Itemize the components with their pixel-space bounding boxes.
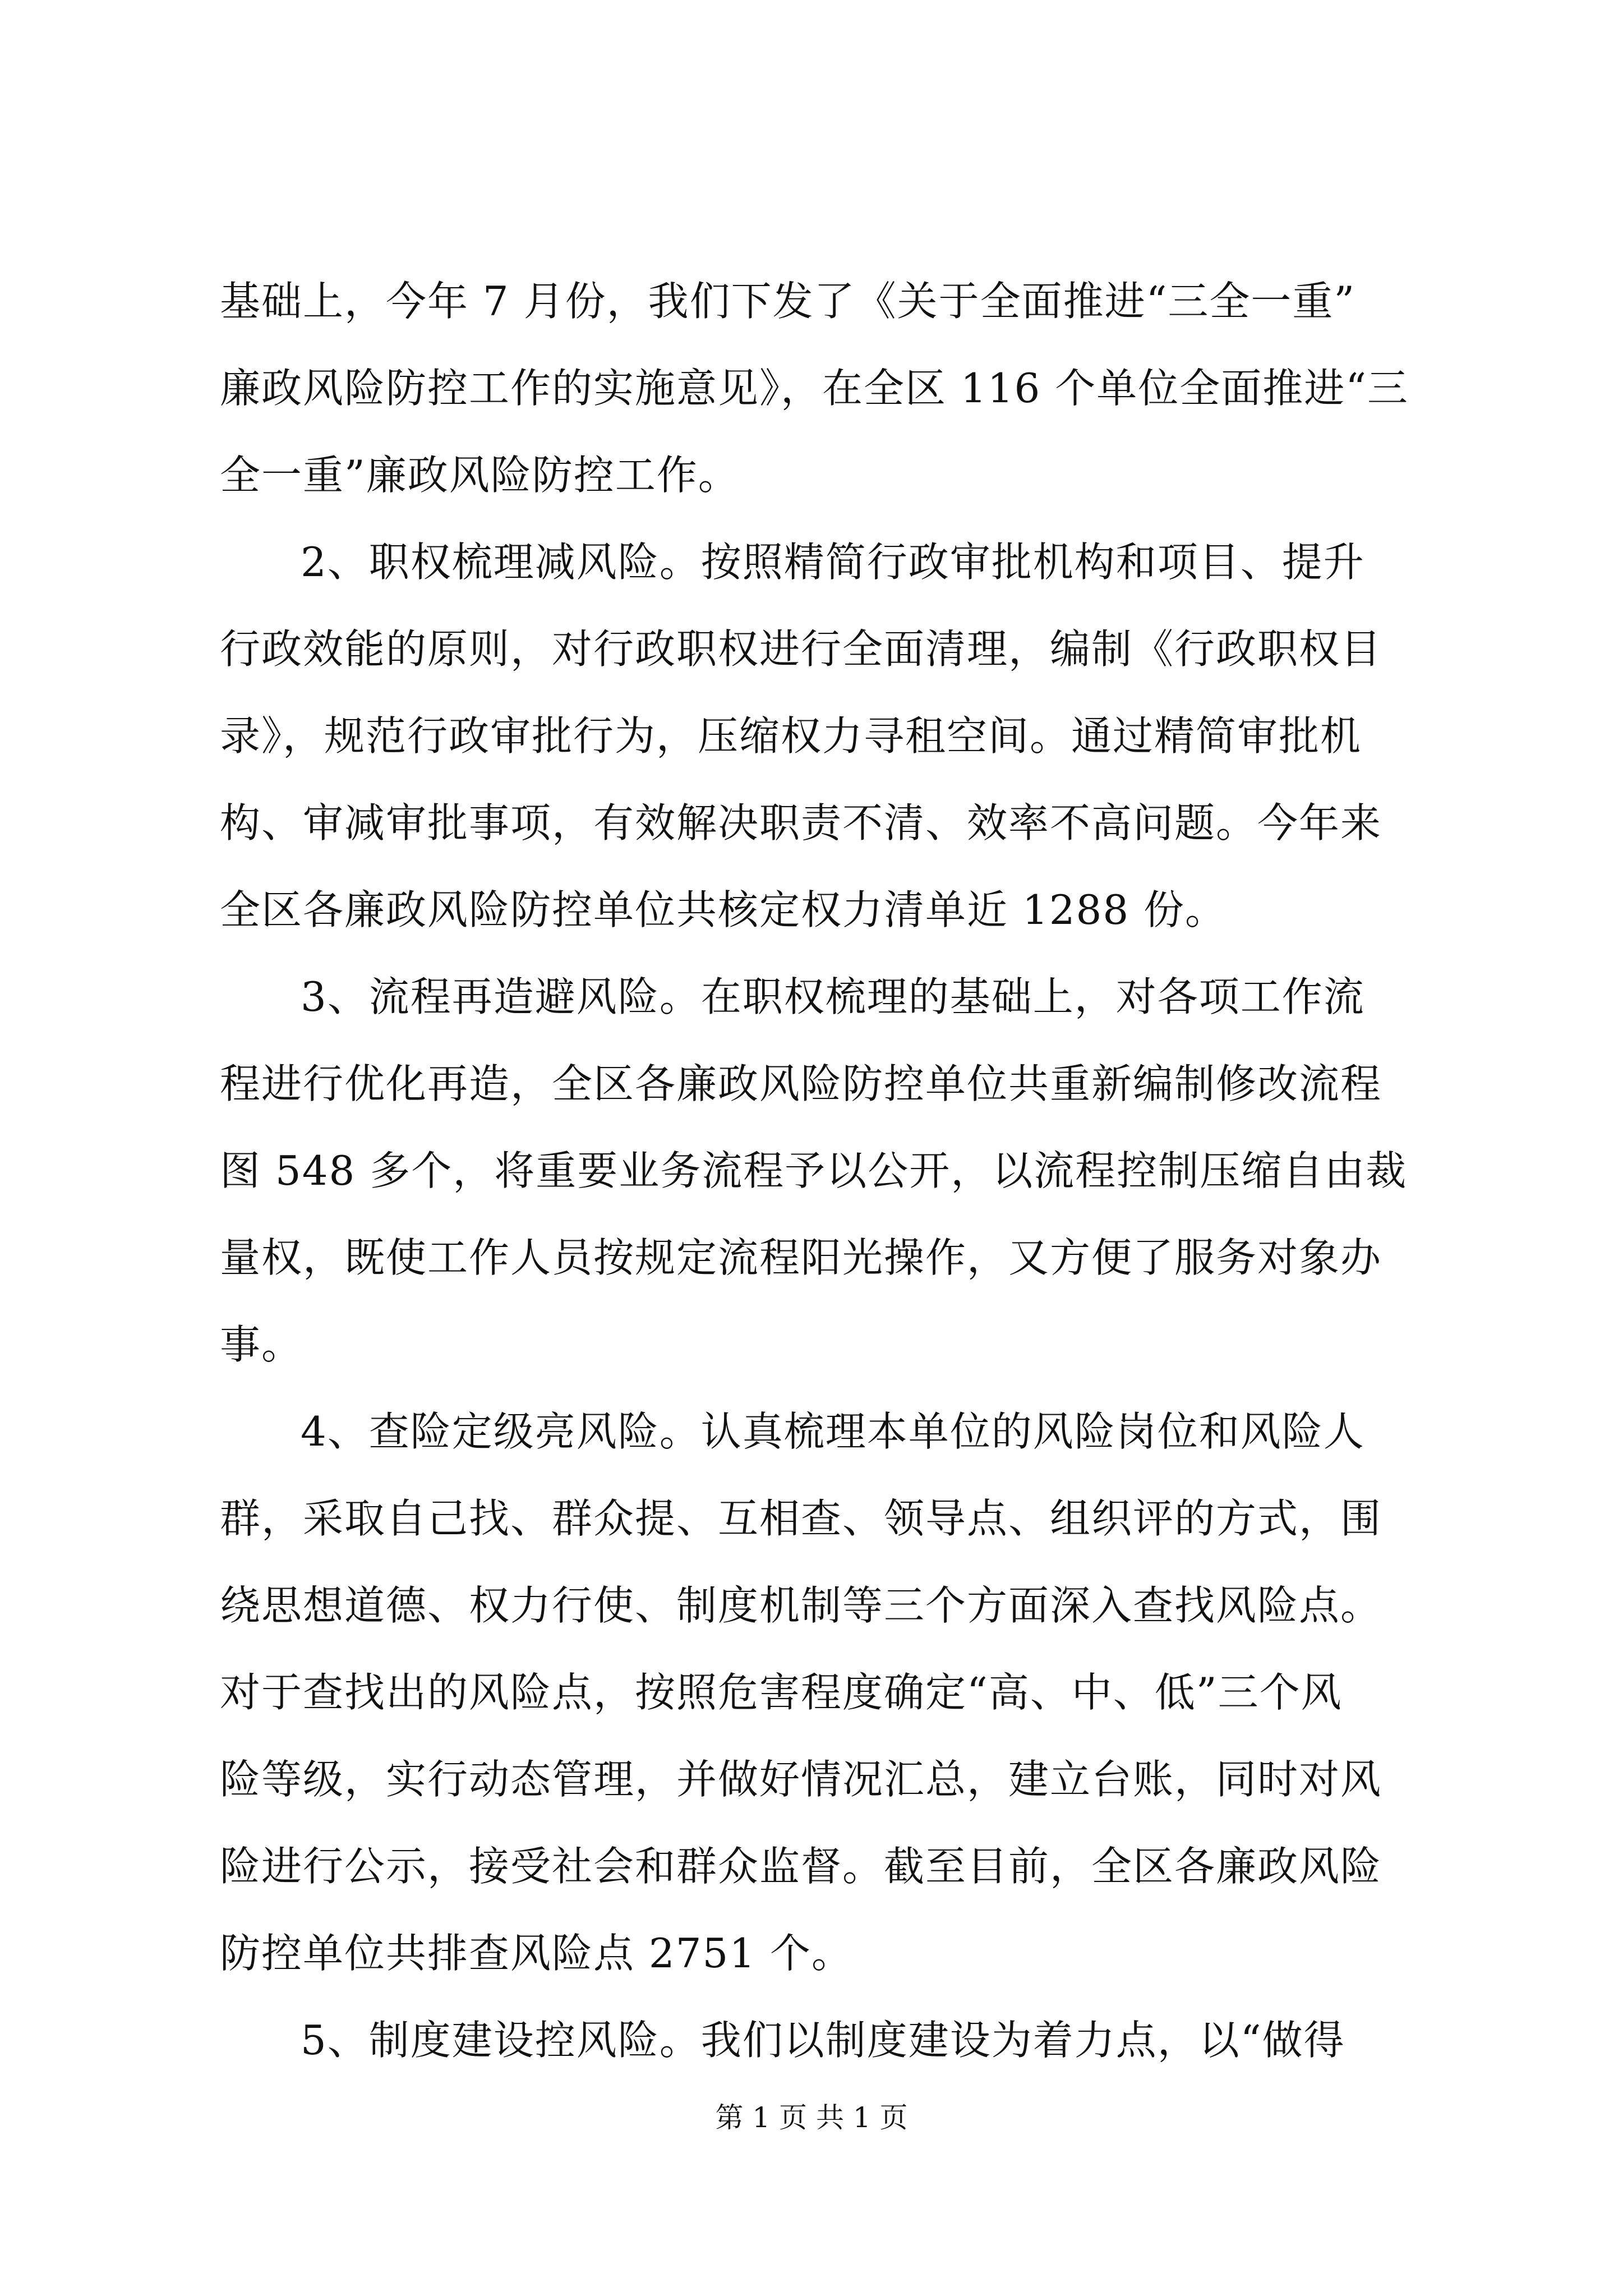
text-line: 险进行公示，接受社会和群众监督。截至目前，全区各廉政风险 [220, 1843, 1382, 1890]
text-line: 图 548 多个，将重要业务流程予以公开，以流程控制压缩自由裁 [220, 1147, 1408, 1194]
text-line: 廉政风险防控工作的实施意见》，在全区 116 个单位全面推进“三 [220, 365, 1409, 412]
text-line: 险等级，实行动态管理，并做好情况汇总，建立台账，同时对风 [220, 1756, 1382, 1803]
text-line: 基础上，今年 7 月份，我们下发了《关于全面推进“三全一重” [220, 278, 1356, 325]
text-line: 对于查找出的风险点，按照危害程度确定“高、中、低”三个风 [220, 1669, 1343, 1716]
text-line: 防控单位共排查风险点 2751 个。 [220, 1930, 854, 1977]
paragraph-start-line: 3、流程再造避风险。在职权梳理的基础上，对各项工作流 [301, 973, 1365, 1020]
text-line: 程进行优化再造，全区各廉政风险防控单位共重新编制修改流程 [220, 1060, 1382, 1107]
page-footer [0, 2098, 1623, 2137]
text-line: 量权，既使工作人员按规定流程阳光操作，又方便了服务对象办 [220, 1234, 1382, 1281]
text-line: 录》，规范行政审批行为，压缩权力寻租空间。通过精简审批机 [220, 712, 1362, 760]
text-line: 绕思想道德、权力行使、制度机制等三个方面深入查找风险点。 [220, 1582, 1382, 1629]
paragraph-start-line: 2、职权梳理减风险。按照精简行政审批机构和项目、提升 [301, 539, 1365, 586]
page-number-label: 第 1 页 共 1 页 [715, 2101, 908, 2134]
text-line: 行政效能的原则，对行政职权进行全面清理，编制《行政职权目 [220, 625, 1382, 673]
text-line: 群，采取自己找、群众提、互相查、领导点、组织评的方式，围 [220, 1495, 1382, 1542]
text-line: 构、审减审批事项，有效解决职责不清、效率不高问题。今年来 [220, 799, 1382, 846]
paragraph-start-line: 4、查险定级亮风险。认真梳理本单位的风险岗位和风险人 [301, 1408, 1365, 1455]
paragraph-start-line: 5、制度建设控风险。我们以制度建设为着力点，以“做得 [301, 2017, 1345, 2064]
text-line: 全区各廉政风险防控单位共核定权力清单近 1288 份。 [220, 886, 1227, 933]
text-line: 事。 [220, 1321, 303, 1368]
text-line: 全一重”廉政风险防控工作。 [220, 452, 740, 499]
document-body [220, 258, 1431, 2084]
